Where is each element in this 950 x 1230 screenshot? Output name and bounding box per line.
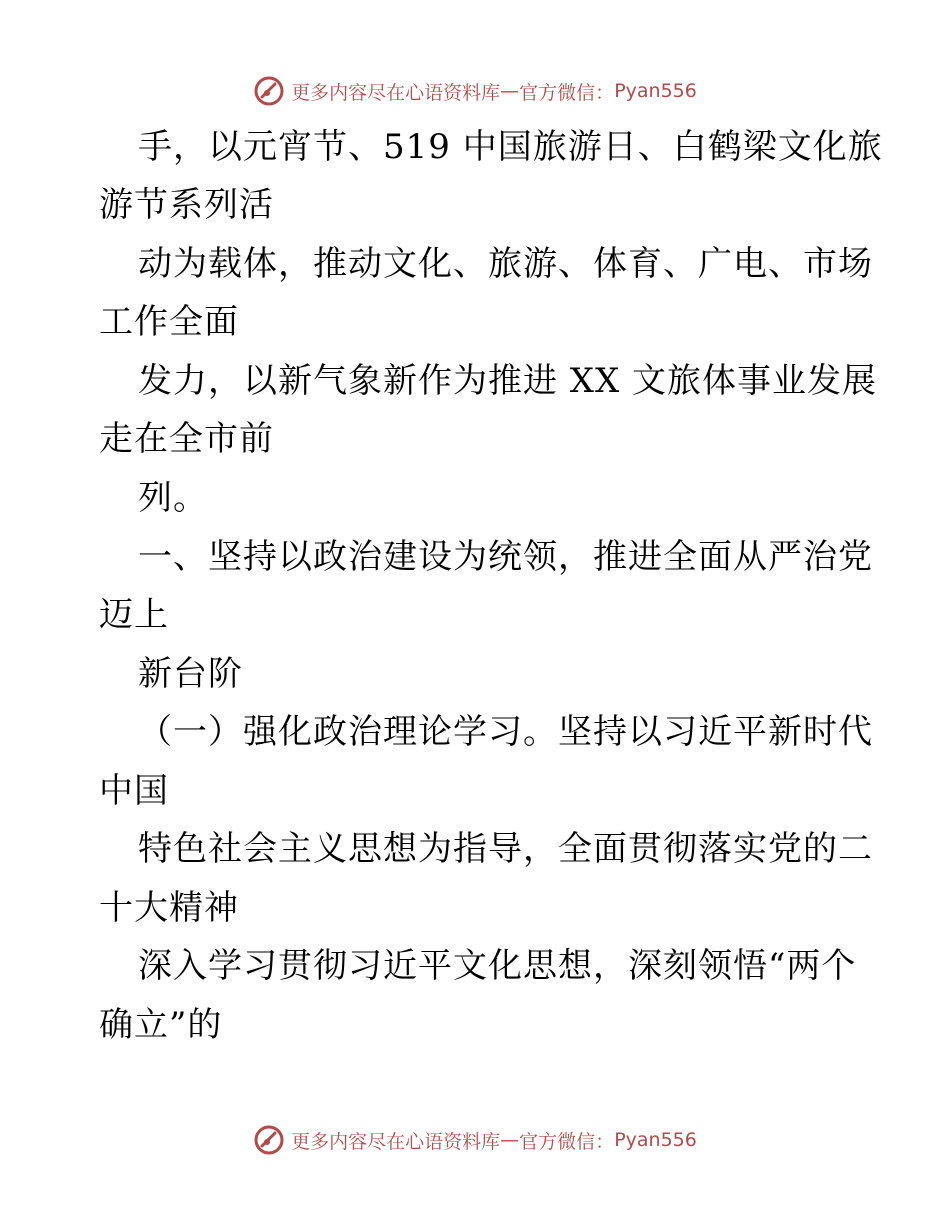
- body-line-9: 迈上: [99, 595, 169, 635]
- footer-brand-text: 更多内容尽在心语资料库: [291, 1130, 501, 1153]
- body-line-4: 工作全面: [99, 302, 239, 342]
- body-line-16: 确立”的: [99, 1005, 223, 1045]
- body-line-10: 新台阶: [138, 654, 243, 694]
- header-wechat-id: Pyan556: [614, 80, 697, 102]
- footer-separator: —: [500, 1129, 520, 1151]
- header-wechat-label: 官方微信：: [519, 81, 615, 104]
- body-line-15: 深入学习贯彻习近平文化思想，深刻领悟“两个: [138, 946, 857, 986]
- body-line-13: 特色社会主义思想为指导，全面贯彻落实党的二: [138, 829, 873, 869]
- brand-logo-icon: [253, 1124, 285, 1156]
- header-separator: —: [500, 80, 520, 102]
- header-brand-text: 更多内容尽在心语资料库: [291, 81, 501, 104]
- body-line-1: 手，以元宵节、519 中国旅游日、白鹤梁文化旅: [138, 127, 883, 167]
- body-line-12: 中国: [99, 771, 169, 811]
- body-line-14: 十大精神: [99, 888, 239, 928]
- footer-banner: [0, 1120, 950, 1160]
- body-line-11: （一）强化政治理论学习。坚持以习近平新时代: [138, 712, 873, 752]
- body-line-6: 走在全市前: [99, 419, 274, 459]
- body-line-2: 游节系列活: [99, 185, 274, 225]
- brand-logo-icon: [253, 75, 285, 107]
- footer-wechat-label: 官方微信：: [519, 1130, 615, 1153]
- header-banner: [0, 71, 950, 111]
- body-line-7: 列。: [138, 478, 208, 518]
- body-line-8: 一、坚持以政治建设为统领，推进全面从严治党: [138, 537, 873, 577]
- footer-wechat-id: Pyan556: [614, 1129, 697, 1151]
- body-line-5: 发力，以新气象新作为推进 XX 文旅体事业发展: [138, 361, 878, 401]
- body-line-3: 动为载体，推动文化、旅游、体育、广电、市场: [138, 244, 873, 284]
